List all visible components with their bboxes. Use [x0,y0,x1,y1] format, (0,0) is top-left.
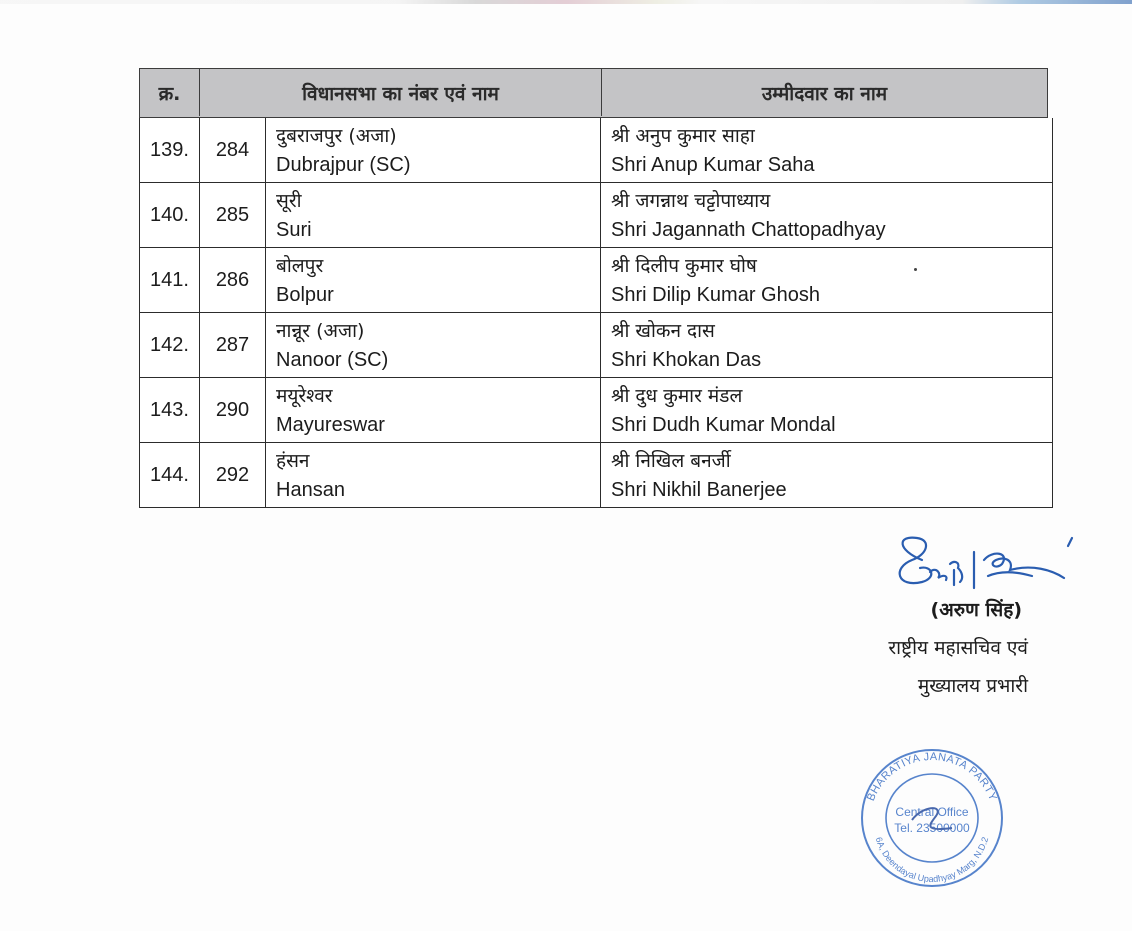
signature-icon [892,530,1092,605]
constituency-name-english: Dubrajpur (SC) [276,154,411,176]
constituency-name-hindi: नान्नूर (अजा) [276,320,365,342]
candidate-name [601,248,1051,312]
serial-number: 142. [140,313,200,377]
candidate-name-hindi: श्री दुध कुमार मंडल [611,385,743,407]
svg-text:6A, Deendayal Upadhyay Marg, N [874,836,990,884]
table-row [139,118,1053,183]
constituency-name [266,443,601,507]
table-row [139,183,1053,248]
scan-edge-strip [0,0,1132,4]
signatory-title-line1: राष्ट्रीय महासचिव एवं [888,637,1028,659]
constituency-number: 290 [200,378,266,442]
constituency-name-hindi: हंसन [276,450,310,472]
candidate-name [601,118,1051,182]
constituency-number: 286 [200,248,266,312]
signature-block [800,530,1040,710]
constituency-name-english: Hansan [276,479,345,501]
constituency-name [266,378,601,442]
table-row [139,378,1053,443]
constituency-name-hindi: सूरी [276,190,302,212]
constituency-name-english: Bolpur [276,284,334,306]
candidate-name-english: Shri Anup Kumar Saha [611,154,815,176]
candidate-name-english: Shri Jagannath Chattopadhyay [611,219,886,241]
table-row [139,248,1053,313]
constituency-name [266,118,601,182]
candidate-name-english: Shri Dudh Kumar Mondal [611,414,836,436]
serial-number: 139. [140,118,200,182]
candidate-name-english: Shri Nikhil Banerjee [611,479,787,501]
constituency-name-hindi: मयूरेश्वर [276,385,333,407]
candidate-name-hindi: श्री अनुप कुमार साहा [611,125,755,147]
stamp-center-line2: Tel. 23500000 [894,821,970,835]
constituency-number: 292 [200,443,266,507]
serial-number: 143. [140,378,200,442]
serial-number: 141. [140,248,200,312]
constituency-name [266,248,601,312]
constituency-name-english: Nanoor (SC) [276,349,389,371]
constituency-number: 285 [200,183,266,247]
party-stamp [852,742,1012,892]
serial-number: 144. [140,443,200,507]
candidate-name-hindi: श्री निखिल बनर्जी [611,450,731,472]
candidate-name [601,313,1051,377]
candidate-name [601,378,1051,442]
table-row [139,443,1053,508]
signatory-title-line2: मुख्यालय प्रभारी [917,675,1028,697]
header-constituency: विधानसभा का नंबर एवं नाम [200,69,602,116]
header-candidate: उम्मीदवार का नाम [761,82,888,105]
constituency-name [266,183,601,247]
header-serial: क्र. [140,69,200,116]
constituency-name-english: Mayureswar [276,414,385,436]
candidate-name-hindi: श्री जगन्नाथ चट्टोपाध्याय [611,190,771,212]
constituency-name [266,313,601,377]
stamp-top-text: BHARATIYA JANATA PARTY [865,750,999,803]
table-body [139,118,1053,508]
signatory-name: (अरुण सिंह) [930,599,1022,621]
candidate-name-hindi: श्री दिलीप कुमार घोष [611,255,757,277]
constituency-number: 284 [200,118,266,182]
constituency-name-english: Suri [276,219,312,241]
constituency-name-hindi: बोलपुर [276,255,324,277]
candidate-name-english: Shri Dilip Kumar Ghosh [611,284,820,306]
candidate-name [601,443,1051,507]
serial-number: 140. [140,183,200,247]
stamp-bottom-text: 6A, Deendayal Upadhyay Marg, N.D.2 [873,835,991,885]
scan-dot [914,268,917,271]
stamp-center-line1: Central Office [895,805,969,819]
candidate-name-hindi: श्री खोकन दास [611,320,715,342]
candidate-name-english: Shri Khokan Das [611,349,762,371]
constituency-number: 287 [200,313,266,377]
svg-text:BHARATIYA JANATA PARTY [865,751,999,803]
stamp-seal-icon [852,742,1012,892]
constituency-name-hindi: दुबराजपुर (अजा) [276,125,397,147]
candidate-name [601,183,1051,247]
table-header [139,68,1048,118]
table-row [139,313,1053,378]
